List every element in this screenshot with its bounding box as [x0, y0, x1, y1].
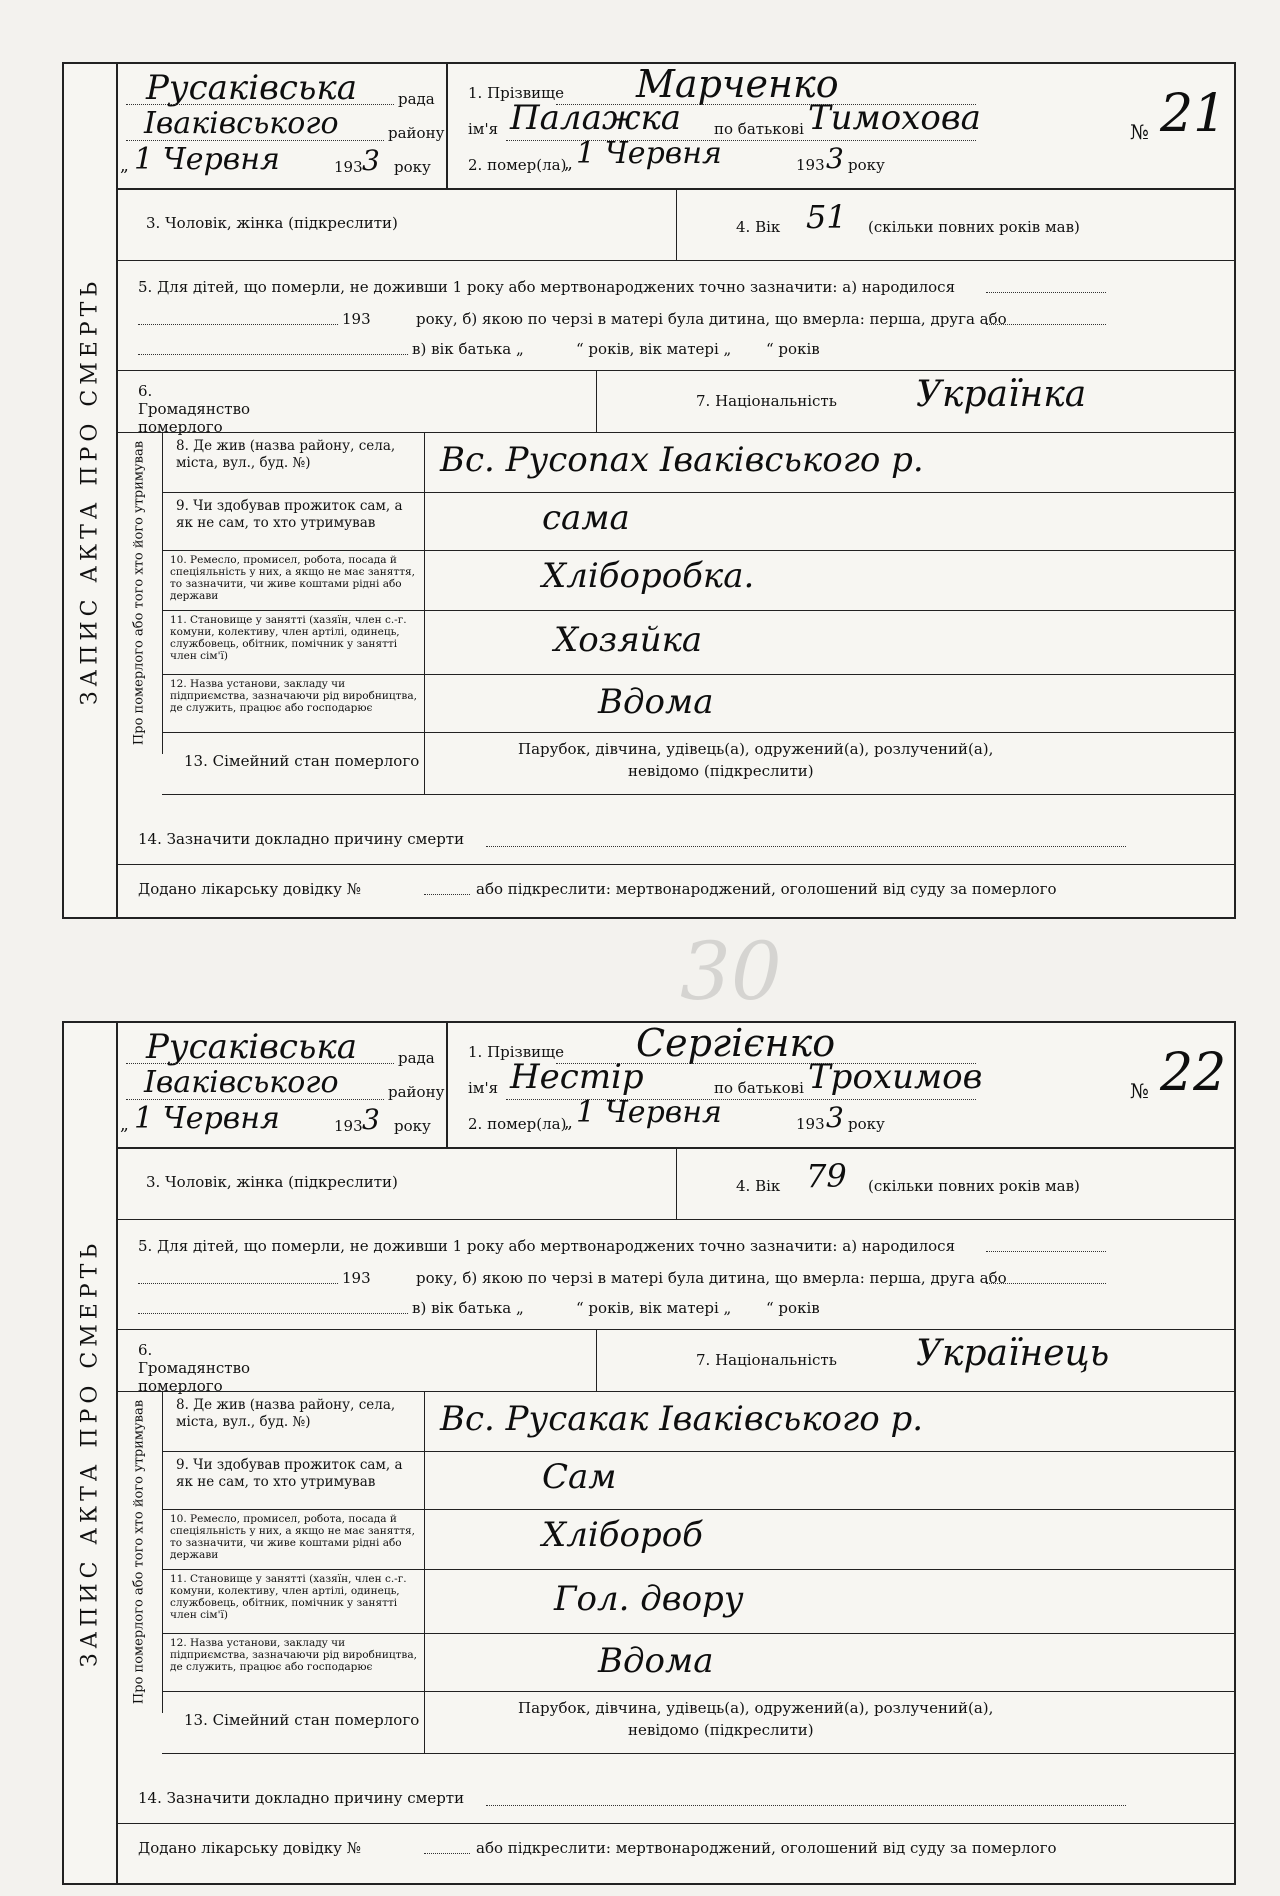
q5-line3-father: в) вік батька „: [412, 1299, 524, 1317]
row-workplace: [162, 674, 1234, 733]
row-children: [116, 1219, 1234, 1330]
q10-text: 10. Ремесло, промисел, робота, посада й спеціяльність у них, а якщо не має заняття, то зазначити, чи живе коштами рідні або держави: [170, 1513, 416, 1561]
q4-label: 4. Вік: [736, 1177, 781, 1195]
q6-text: 6. Громадянство померлого: [138, 382, 251, 436]
q6-text: 6. Громадянство померлого: [138, 1341, 251, 1395]
header-person-block: 1. Прізвище Марченко ім'я Палажка по батькові Тимохова 2. помер(ла) „ 1 Червня 193 3 року № 21: [446, 64, 1234, 188]
record-year-label: року: [394, 158, 431, 176]
q5-line2: року, б) якою по черзі в матері була дитина, що вмерла: перша, друга або: [416, 310, 1007, 328]
card-side-title: [64, 64, 118, 917]
death-date-label: 2. помер(ла): [468, 156, 567, 174]
district-label: району: [388, 1083, 445, 1101]
q13-options-line1: Парубок, дівчина, удівець(а), одружений(а), розлучений(а),: [518, 740, 994, 758]
q14-text: 14. Зазначити докладно причину смерти: [138, 1789, 465, 1807]
footer-underline-options: або підкреслити: мертвонароджений, оголошений від суду за померлого: [476, 880, 1057, 898]
row-livelihood: [162, 492, 1234, 551]
q11-handwritten: Гол. двору: [554, 1579, 744, 1619]
q4-age-handwritten: 79: [806, 1157, 847, 1195]
q5-line1: 5. Для дітей, що померли, не доживши 1 року або мертвонароджених точно зазначити: а) народилося: [138, 1237, 956, 1255]
row-footer: [116, 864, 1234, 914]
record-number-handwritten: 21: [1160, 84, 1227, 144]
row-occupation: [162, 1509, 1234, 1570]
patronymic-handwritten: Трохимов: [808, 1057, 983, 1097]
row-sex-age: [116, 1147, 1234, 1220]
q13-text: 13. Сімейний стан померлого: [184, 1711, 420, 1729]
row-cause: [116, 1753, 1234, 1824]
patronymic-label: по батькові: [714, 120, 804, 138]
card-side-title: [64, 1023, 118, 1883]
first-name-handwritten: Палажка: [510, 98, 682, 138]
first-name-handwritten: Нестір: [510, 1057, 644, 1097]
death-record-card-22: [62, 1021, 1236, 1885]
q5-line3-years: “ років: [766, 340, 820, 358]
q4-label: 4. Вік: [736, 218, 781, 236]
q8-text: 8. Де жив (назва району, села, міста, вул., буд. №): [176, 438, 396, 471]
row-cause: [116, 794, 1234, 865]
q12-text: 12. Назва установи, закладу чи підприємства, зазначаючи рід виробництва, де служить, працює або господарює: [170, 1637, 417, 1673]
record-year-handwritten: 3: [362, 144, 380, 177]
record-date-handwritten: 1 Червня: [134, 142, 280, 177]
council-label: рада: [398, 1049, 435, 1067]
q14-text: 14. Зазначити докладно причину смерти: [138, 830, 465, 848]
header-council-block: Русаківська рада Іваківського району „ 1 Червня 193 3 року: [116, 1023, 448, 1147]
council-handwritten: Русаківська: [146, 1027, 358, 1067]
record-number-handwritten: 22: [1160, 1043, 1227, 1103]
district-label: району: [388, 124, 445, 142]
footer-certificate-label: Додано лікарську довідку №: [138, 880, 361, 898]
record-number-label: №: [1130, 120, 1149, 144]
q12-handwritten: Вдома: [598, 682, 714, 722]
card-header: [116, 1023, 1234, 1149]
margin-mark-middle: 30: [680, 925, 782, 1018]
q13-options-line2: невідомо (підкреслити): [628, 762, 814, 780]
district-handwritten: Іваківського: [144, 106, 339, 141]
side-title-text: ЗАПИС АКТА ПРО СМЕРТЬ: [77, 1238, 103, 1668]
q5-line3-mother: “ років, вік матері „: [576, 1299, 732, 1317]
row-marital: [162, 1691, 1234, 1754]
record-year-print: 193: [334, 158, 363, 176]
record-year-print: 193: [334, 1117, 363, 1135]
patronymic-label: по батькові: [714, 1079, 804, 1097]
surname-label: 1. Прізвище: [468, 1043, 565, 1061]
q7-label: 7. Національність: [696, 392, 837, 410]
row-children: [116, 260, 1234, 371]
about-deceased-side-text: Про померлого або того хто його утримував: [131, 440, 147, 746]
death-record-card-21: [62, 62, 1236, 919]
death-date-label: 2. помер(ла): [468, 1115, 567, 1133]
about-deceased-side-text: Про померлого або того хто його утримував: [131, 1399, 147, 1705]
q9-handwritten: Сам: [542, 1457, 617, 1497]
record-number-box: [1124, 64, 1234, 188]
death-year-label: року: [848, 156, 885, 174]
row-residence: [162, 1391, 1234, 1452]
q13-options-line2: невідомо (підкреслити): [628, 1721, 814, 1739]
q13-options-line1: Парубок, дівчина, удівець(а), одружений(а), розлучений(а),: [518, 1699, 994, 1717]
row-residence: [162, 432, 1234, 493]
record-number-box: [1124, 1023, 1234, 1147]
row-sex-age: [116, 188, 1234, 261]
record-date-handwritten: 1 Червня: [134, 1101, 280, 1136]
q9-handwritten: сама: [542, 498, 630, 538]
q5-line3-father: в) вік батька „: [412, 340, 524, 358]
record-number-label: №: [1130, 1079, 1149, 1103]
side-title-text: ЗАПИС АКТА ПРО СМЕРТЬ: [77, 276, 103, 705]
q8-handwritten: Вс. Русакак Іваківського р.: [440, 1399, 924, 1439]
q10-text: 10. Ремесло, промисел, робота, посада й спеціяльність у них, а якщо не має заняття, то зазначити, чи живе коштами рідні або держави: [170, 554, 416, 602]
row-livelihood: [162, 1451, 1234, 1510]
q10-handwritten: Хлібороб: [542, 1515, 703, 1555]
header-council-block: Русаківська рада Іваківського району „ 1 Червня 193 3 року: [116, 64, 448, 188]
footer-underline-options: або підкреслити: мертвонароджений, оголошений від суду за померлого: [476, 1839, 1057, 1857]
council-handwritten: Русаківська: [146, 68, 358, 108]
footer-certificate-label: Додано лікарську довідку №: [138, 1839, 361, 1857]
council-label: рада: [398, 90, 435, 108]
death-year-handwritten: 3: [826, 142, 844, 175]
q11-text: 11. Становище у занятті (хазяїн, член с.-г. комуни, колективу, член артілі, одинець, службовець, обітник, помічник у занятті член сім'ї): [170, 614, 407, 662]
row-status: [162, 1569, 1234, 1634]
about-deceased-side: [116, 432, 163, 754]
first-name-label: ім'я: [468, 1079, 499, 1097]
first-name-label: ім'я: [468, 120, 499, 138]
row-citizenship-nationality: [116, 370, 1234, 436]
q4-suffix: (скільки повних років мав): [868, 1177, 1080, 1195]
q10-handwritten: Хліборобка.: [542, 556, 755, 596]
q11-handwritten: Хозяйка: [554, 620, 703, 660]
q9-text: 9. Чи здобував прожиток сам, а як не сам, то хто утримував: [176, 1457, 403, 1490]
row-workplace: [162, 1633, 1234, 1692]
record-year-handwritten: 3: [362, 1103, 380, 1136]
q9-text: 9. Чи здобував прожиток сам, а як не сам, то хто утримував: [176, 498, 403, 531]
row-status: [162, 610, 1234, 675]
surname-label: 1. Прізвище: [468, 84, 565, 102]
death-year-handwritten: 3: [826, 1101, 844, 1134]
death-year-print: 193: [796, 1115, 825, 1133]
patronymic-handwritten: Тимохова: [808, 98, 981, 138]
row-footer: [116, 1823, 1234, 1873]
surname-handwritten: Сергієнко: [636, 1021, 836, 1065]
q7-nationality-handwritten: Українка: [916, 374, 1087, 415]
header-person-block: 1. Прізвище Сергієнко ім'я Нестір по батькові Трохимов 2. помер(ла) „ 1 Червня 193 3 року № 22: [446, 1023, 1234, 1147]
q7-label: 7. Національність: [696, 1351, 837, 1369]
q5-year: 193: [342, 1269, 371, 1287]
death-date-handwritten: 1 Червня: [576, 1095, 722, 1130]
death-year-label: року: [848, 1115, 885, 1133]
row-marital: [162, 732, 1234, 795]
q4-suffix: (скільки повних років мав): [868, 218, 1080, 236]
q3-text: 3. Чоловік, жінка (підкреслити): [146, 1173, 398, 1191]
surname-handwritten: Марченко: [636, 62, 839, 106]
record-year-label: року: [394, 1117, 431, 1135]
q5-line2: року, б) якою по черзі в матері була дитина, що вмерла: перша, друга або: [416, 1269, 1007, 1287]
q11-text: 11. Становище у занятті (хазяїн, член с.-г. комуни, колективу, член артілі, одинець, службовець, обітник, помічник у занятті член сім'ї): [170, 1573, 407, 1621]
q5-line3-mother: “ років, вік матері „: [576, 340, 732, 358]
about-deceased-side: [116, 1391, 163, 1713]
q8-text: 8. Де жив (назва району, села, міста, вул., буд. №): [176, 1397, 396, 1430]
row-occupation: [162, 550, 1234, 611]
card-header: [116, 64, 1234, 190]
q3-text: 3. Чоловік, жінка (підкреслити): [146, 214, 398, 232]
row-citizenship-nationality: [116, 1329, 1234, 1395]
death-year-print: 193: [796, 156, 825, 174]
q12-text: 12. Назва установи, закладу чи підприємства, зазначаючи рід виробництва, де служить, працює або господарює: [170, 678, 417, 714]
q8-handwritten: Вс. Русопах Іваківського р.: [440, 440, 924, 480]
district-handwritten: Іваківського: [144, 1065, 339, 1100]
q13-text: 13. Сімейний стан померлого: [184, 752, 420, 770]
q5-year: 193: [342, 310, 371, 328]
q5-line3-years: “ років: [766, 1299, 820, 1317]
q4-age-handwritten: 51: [806, 198, 847, 236]
q12-handwritten: Вдома: [598, 1641, 714, 1681]
q7-nationality-handwritten: Українець: [916, 1333, 1110, 1374]
death-date-handwritten: 1 Червня: [576, 136, 722, 171]
q5-line1: 5. Для дітей, що померли, не доживши 1 року або мертвонароджених точно зазначити: а) народилося: [138, 278, 956, 296]
